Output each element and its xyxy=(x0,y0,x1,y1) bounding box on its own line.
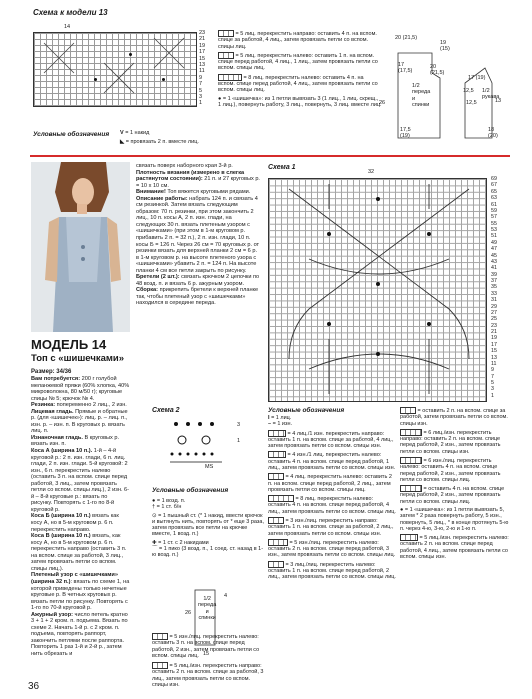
cross-icon xyxy=(400,407,416,414)
legend-2-title: Условные обозначения xyxy=(152,487,229,494)
pattern-top-num: 17 (17,5) xyxy=(398,62,413,75)
small-pattern-num: 4 xyxy=(224,593,228,599)
scheme-13-rows: 23 21 19 17 15 13 11 9 7 5 3 1 xyxy=(199,30,206,107)
cross-icon xyxy=(152,633,168,640)
scheme-1-grid xyxy=(268,178,487,402)
legend-13-item-1: V = 1 накид xyxy=(120,130,150,136)
purl-icon: – xyxy=(268,421,272,428)
picot-icon: ⌒ xyxy=(152,546,158,553)
scheme-2-title: Схема 2 xyxy=(152,407,180,414)
scheme-13-top-label: 14 xyxy=(64,24,71,30)
cross-icon xyxy=(268,430,286,437)
cable-right-icon xyxy=(218,30,234,37)
cross-icon xyxy=(268,561,284,568)
k2tog-icon: ◣ xyxy=(120,139,125,145)
legend-2: ● = 1 возд. п. † = 1 ст. б/н ⊙ = 1 пышный ст. (* 1 накид, ввести крючок и вытянуть нить, повторять от * еще 3 раза, затем провязать все петли на крючке вместе, 1 возд. п.) ✚ = 1 ст. с 2 накидами ⌒ = 1 пико (3 возд. п., 1 соед. ст. назад в 1-ю возд. п.) xyxy=(152,498,264,559)
cross-icon xyxy=(268,451,286,458)
legend-1-leftcol: = 5 изн./лиц. перекрестить налево: оставить 3 п. на вспом. спице перед работой, 2 изн., затем провязать петли со вспом. спицы лиц. = 5 лиц./изн. перекрестить направо: оставить 2 п. на вспом. спице за работой, 3 лиц., затем провязать петли со вспом. спицы изн. xyxy=(152,633,264,688)
cross-icon xyxy=(400,429,422,436)
instructions-col1: Вам потребуется: 200 г голубой меланжевой пряжи (60% хлопка, 40% микроволокна, 80 м/50 г); круговые спицы № 5; крючок № 4. Резинка: попеременно 2 лиц., 2 изн. Лицевая гладь. Прямые и обратные р. (для «шишечек»): лиц. р. – лиц. п., изн. р. – изн. п. В круговых р. вязать лиц. п. Изнаночная гладь. В круговых р. вязать изн. п. Коса А (ширина 10 п.). 1-й – 4-й круговой р.: 2 п. изн. глади, 6 п. лиц. глади, 2 п. изн. глади. 5-й круговой: 2 изн., 6 п. перекрестить налево (оставить 3 п. на вспом. спице перед работой, 3 лиц., затем провязать петли со вспом. спицы лиц.), 2 изн. 6-й – 8-й круговые р.: вязать по рисунку. Повторять с 1-го по 8-й круговой р. Коса Б (ширина 10 п.) вязать как косу А, но в 5-м круговом р. 6 п. перекрестить направо. Коса В (ширина 10 п.) вязать, как косу А, но в 5-м круговом р. 6 п. перекрестить направо (оставить 3 п. на вспом. спице за работой, 3 лиц., затем провязать петли со вспом. спицы лиц.). Плетеный узор с «шишечками» (ширина 32 п.): вязать по схеме 1, на которой приведены только нечетные круговые р. В четных круговых р. вязать петли по рисунку. Повторять с 1-го по 70-й круговой р. Ажурный узор: число петель кратно 3 + 1 + 2 кром. п. подъема. Вязать по схеме 2. Начать 1-й р. с 2 кром. п. подъема, повторять раппорт, закончить петлями после раппорта. Повторить 1 раз 1-й и 2-й р., затем нить обрезать и xyxy=(31,376,130,657)
scheme-13-title: Схема к модели 13 xyxy=(33,8,108,17)
pattern-top-num: 12,5 xyxy=(463,88,474,94)
cable-lines xyxy=(34,33,196,106)
scheme-1-title: Схема 1 xyxy=(268,164,296,171)
legend-13-title: Условные обозначения xyxy=(33,131,110,138)
scheme-13-grid xyxy=(33,32,197,107)
bobble-icon: ● xyxy=(400,506,404,513)
woman-figure xyxy=(31,162,130,332)
cross-icon xyxy=(268,539,288,546)
pattern-top-num: 19 (15) xyxy=(440,40,450,53)
section-divider xyxy=(30,155,510,157)
knit-icon: I xyxy=(268,415,270,421)
pattern-front-label: 1/2 переда и спинки xyxy=(412,83,431,109)
page-number: 36 xyxy=(28,681,40,692)
dc2-icon: ✚ xyxy=(152,539,157,546)
model-photo xyxy=(31,162,130,332)
model-title: МОДЕЛЬ 14 xyxy=(31,337,107,352)
legend-13-item-2: ◣ = провязать 2 п. вместе лиц. xyxy=(120,139,199,145)
cross-icon xyxy=(400,534,418,541)
legend-1-col2: = оставить 2 п. на вспом. спице за работой, затем провязать петли со вспом. спицы изн. = 6 лиц./изн. перекрестить направо: оставить 2 п. на вспом. спице перед работой, 2 изн., затем провязать петли со вспом. спицы изн. = 6 изн./лиц. перекрестить налево: оставить 4 п. на вспом. спице перед работой, 2 изн., затем провязать петли со вспом. спицы лиц. = оставить 4 п. на вспом. спице перед работой, 2 изн., затем провязать петли со вспом. спицы лиц. ● = 1 «шишечка»: из 1 петли вывязать 5, затем * 2 раза повернуть работу, 5 изн., повернуть, 5 лиц., * в конце протянуть 5-ю п. через 4-ю, 3-ю, 2-ю и 1-ю п. = 5 лиц./изн. перекрестить налево: оставить 2 п. на вспом. спице перед работой, 4 лиц., затем провязать петли со вспом. спицы изн. xyxy=(400,407,509,560)
yarn-over-icon: V xyxy=(120,130,124,136)
cable-left-icon xyxy=(218,52,234,59)
cross-icon xyxy=(268,473,284,480)
model-subtitle: Топ с «шишечками» xyxy=(31,353,125,364)
pattern-top-num: 26 xyxy=(379,100,386,106)
top-mid-legend: = 5 лиц. перекрестить направо: оставить 4 п. на вспом. спице за работой, 4 лиц., затем провязать петли со вспом. спицы лиц. = 5 лиц. перекрестить налево: оставить 1 п. на вспом. спице перед работой, 4 лиц., 1 лиц., затем провязать петли со вспом. спицы лиц. = 8 лиц. перекрестить налево: оставить 4 п. на вспом. спице перед работой, 4 лиц., затем провязать петли со вспом. спицы лиц. ● = 1 «шишечка»: из 1 петли вывязать 3 (1 лиц., 1 лиц. скрещ., 1 лиц.), повернуть работу, 3 лиц., повернуть, 3 лиц. вместе лиц. xyxy=(218,30,382,108)
cable-8-left-icon xyxy=(218,74,242,81)
instructions-col2: связать поверх наборного края 3-й р. Плотность вязания (измерено в слегка растянутом состоянии): 21 п. и 27 круговых р. = 10 х 10 см. Внимание! Топ вяжется круговыми рядами. Описание работы: набрать 124 п. и связать 4 см резинкой. Затем вязать следующим образом: 70 п. резинки, при этом закончить 2 лиц., 10 п. косы А, 2 п. изн. глади, на следующих 30 п. вязать плетеным узором с «шишечками» (при этом в 1-м круговом р. прибавить 2 п. = 32 п.), 2 п. изн. глади, 10 п. косы Б = 126 п. Через 26 см = 70 круговых р. от резинки вязать для верхней планки 2 см = 6 р. в 1-м круговом р. на высоте плетеного узора с «шишечками» убавить 2 п. = 124 п. На высоте планки 4 см все петли закрыть по рисунку. Бретели (2 шт.): связать крючком 2 цепочки по 48 возд. п. и вязать 6 р. ажурным узором. Сборка: прикрепить бретели к верхней планке так, чтобы плетеный узор с «шишечками» находился в середине переда. xyxy=(136,163,260,307)
pattern-top-num: 17,5 (19) xyxy=(400,127,411,140)
bobble-icon: ● xyxy=(218,95,222,102)
sc-icon: † xyxy=(152,504,156,511)
small-pattern-label: 1/2 переда и спинки xyxy=(198,596,217,622)
small-pattern-num: 26 xyxy=(185,610,192,616)
pattern-top-num: 18 (20) xyxy=(488,127,498,140)
scheme-1-rows: 69 67 65 63 61 59 57 55 53 51 49 47 45 43 41 39 37 35 33 31 29 27 25 23 21 19 17 15 13 11 9 7 5 3 1 xyxy=(491,176,497,399)
scheme-2-row-3: 3 xyxy=(237,422,241,428)
legend-1-col1: I = 1 лиц. – = 1 изн. = 4 лиц./1 изн. перекрестить направо: оставить 1 п. на вспом. спице за работой, 4 лиц., затем провязать петли со вспом. спицы изн. = 4 изн./1 лиц. перекрестить налево: оставить 4 п. на вспом. спице перед работой, 1 лиц., затем провязать петли со вспом. спицы изн. = 4 лиц. перекрестить налево: оставить 2 п. на вспом. спице перед работой, 2 лиц., затем провязать петли со вспом. спицы лиц. = 8 лиц. перекрестить налево: оставить 4 п. на вспом. спице перед работой, 4 лиц., затем провязать петли со вспом. спицы лиц. = 3 изн./лиц. перекрестить направо: оставить 1 п. на вспом. спице за работой, 2 лиц., затем провязать петли со вспом. спицы изн. = 5 изн./лиц. перекрестить налево: оставить 2 п. на вспом. спице перед работой, 3 изн., затем провязать петли со вспом. спицы лиц. = 3 лиц./лиц. перекрестить налево: оставить 1 п. на вспом. спице перед работой, 2 лиц., затем провязать петли со вспом. спицы лиц. xyxy=(268,415,396,581)
pattern-top-num: 20 (21,5) xyxy=(430,64,445,77)
model-size: Размер: 34/36 xyxy=(31,369,72,375)
scheme-2-diagram xyxy=(166,418,246,468)
cross-icon xyxy=(268,517,284,524)
small-pattern-num: 15 xyxy=(203,651,210,657)
scheme-1-top-label: 32 xyxy=(368,169,375,175)
scheme-2-row-1: 1 xyxy=(237,438,241,444)
pattern-top-num: 17 (19) xyxy=(468,75,486,81)
braid-pattern xyxy=(269,179,486,401)
puff-icon: ⊙ xyxy=(152,512,157,519)
legend-1-title: Условные обозначения xyxy=(268,407,345,414)
pattern-top-num: 13 xyxy=(495,98,502,104)
pattern-sleeve-label: 1/2 рукава xyxy=(482,88,500,101)
pattern-top-num: 20 (21,5) xyxy=(395,35,418,41)
scheme-2-ms: MS xyxy=(205,464,214,470)
cross-icon xyxy=(400,457,422,464)
chain-icon: ● xyxy=(152,498,156,504)
pattern-top-num: 12,5 xyxy=(466,100,477,106)
